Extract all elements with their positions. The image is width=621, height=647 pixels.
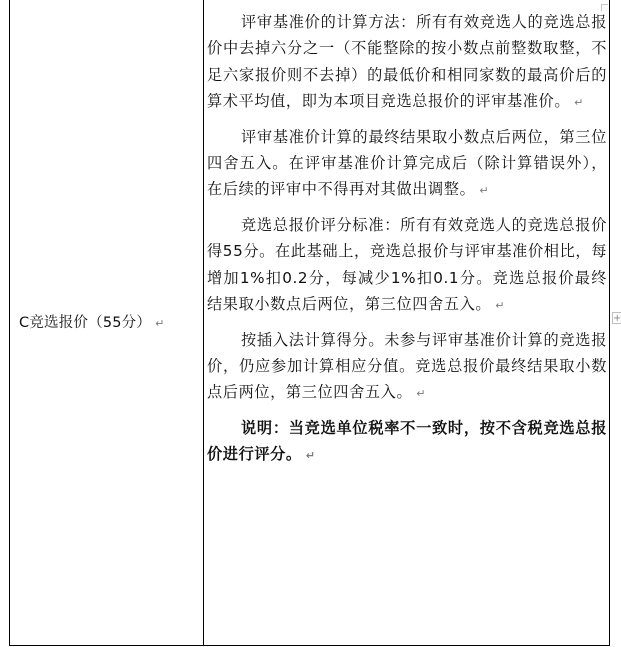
paragraph-mark-icon: ↵ [305,449,316,463]
column-divider [203,0,204,646]
paragraph-tax-note: 说明：当竞选单位税率不一致时，按不含税竞选总报价进行评分。 ↵ [207,419,607,464]
paragraph-mark-icon: ↵ [495,298,506,312]
paragraph-scoring-standard: 竞选总报价评分标准：所有有效竞选人的竞选总报价得55分。在此基础上，竞选总报价与评审基准价相比，每增加1%扣0.2分，每减少1%扣0.1分。竞选总报价最终结果取小数点后两位，第三位四舍五入。 ↵ [207,216,607,313]
criterion-description-cell [207,9,607,470]
paragraph-mark-icon: ↵ [574,95,584,109]
paragraph-benchmark-rounding: 评审基准价计算的最终结果取小数点后两位，第三位四舍五入。在评审基准价计算完成后（除计算错误外），在后续的评审中不得再对其做出调整。 ↵ [207,127,607,199]
criterion-label-cell [19,311,165,332]
table-add-row-button[interactable]: + [613,313,621,324]
paragraph-mark-icon: ↵ [479,184,490,198]
criterion-label: C竞选报价（55分） [19,315,152,331]
paragraph-benchmark-method: 评审基准价的计算方法：所有有效竞选人的竞选总报价中去掉六分之一（不能整除的按小数点前整数取整，不足六家报价则不去掉）的最低价和相同家数的最高价后的算术平均值，即为本项目竞选总报价的评审基准价。 ↵ [207,13,607,110]
paragraph-mark-icon: ↵ [155,317,165,330]
paragraph-mark-icon: ↵ [416,387,427,401]
paragraph-interpolation: 按插入法计算得分。未参与评审基准价计算的竞选报价，仍应参加计算相应分值。竞选总报价最终结果取小数点后两位，第三位四舍五入。 ↵ [207,330,607,402]
